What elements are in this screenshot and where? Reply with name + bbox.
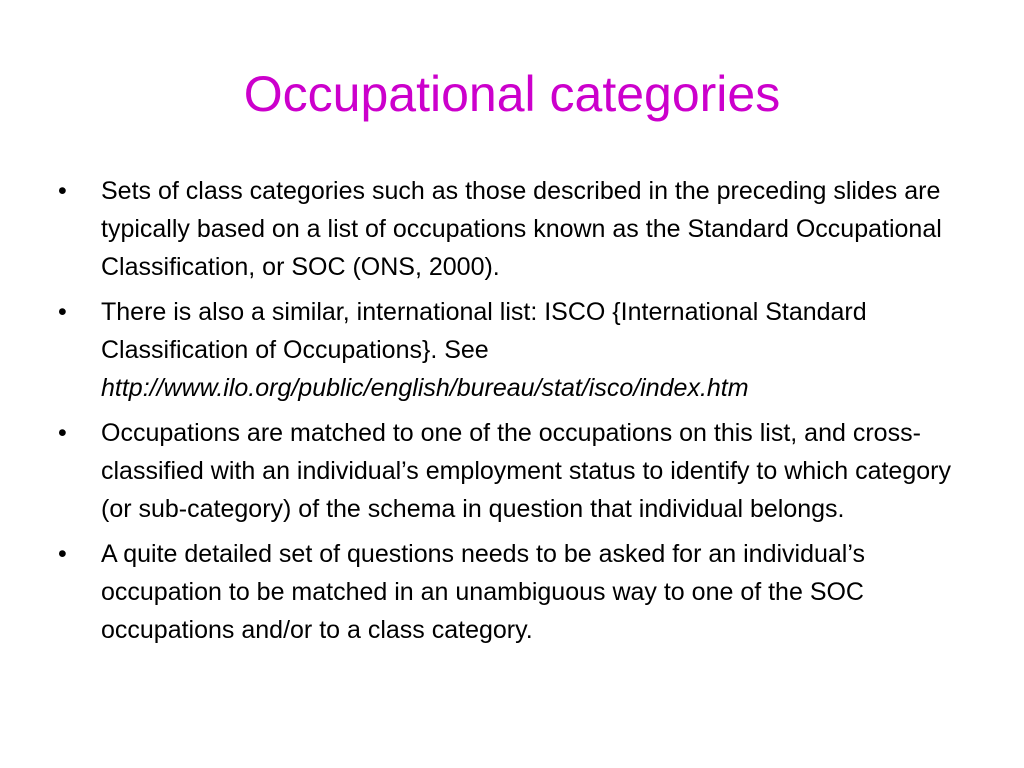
bullet-icon: • bbox=[58, 540, 67, 568]
bullet-text: Sets of class categories such as those described in the preceding slides are typically based on a list of occupations known as the Standard Occupational Classification, or SOC (ONS, 2000). bbox=[101, 177, 942, 281]
slide-title: Occupational categories bbox=[243, 66, 781, 122]
bullet-icon: • bbox=[58, 419, 67, 447]
isco-link[interactable]: http://www.ilo.org/public/english/bureau/stat/isco/index.htm bbox=[101, 374, 749, 402]
bullet-text: There is also a similar, international list: ISCO {International Standard Classification of Occupations}. See bbox=[101, 298, 867, 364]
bullet-item bbox=[58, 414, 978, 528]
bullet-icon: • bbox=[58, 177, 67, 205]
bullet-item bbox=[58, 535, 978, 649]
bullet-item bbox=[58, 172, 978, 286]
bullet-list bbox=[58, 172, 978, 656]
bullet-icon: • bbox=[58, 298, 67, 326]
bullet-text: A quite detailed set of questions needs to be asked for an individual’s occupation to be matched in an unambiguous way to one of the SOC occupations and/or to a class category. bbox=[101, 540, 865, 644]
bullet-text: Occupations are matched to one of the occupations on this list, and cross-classified with an individual’s employment status to identify to which category (or sub-category) of the schema in question that individual belongs. bbox=[101, 419, 951, 523]
bullet-item bbox=[58, 293, 978, 407]
